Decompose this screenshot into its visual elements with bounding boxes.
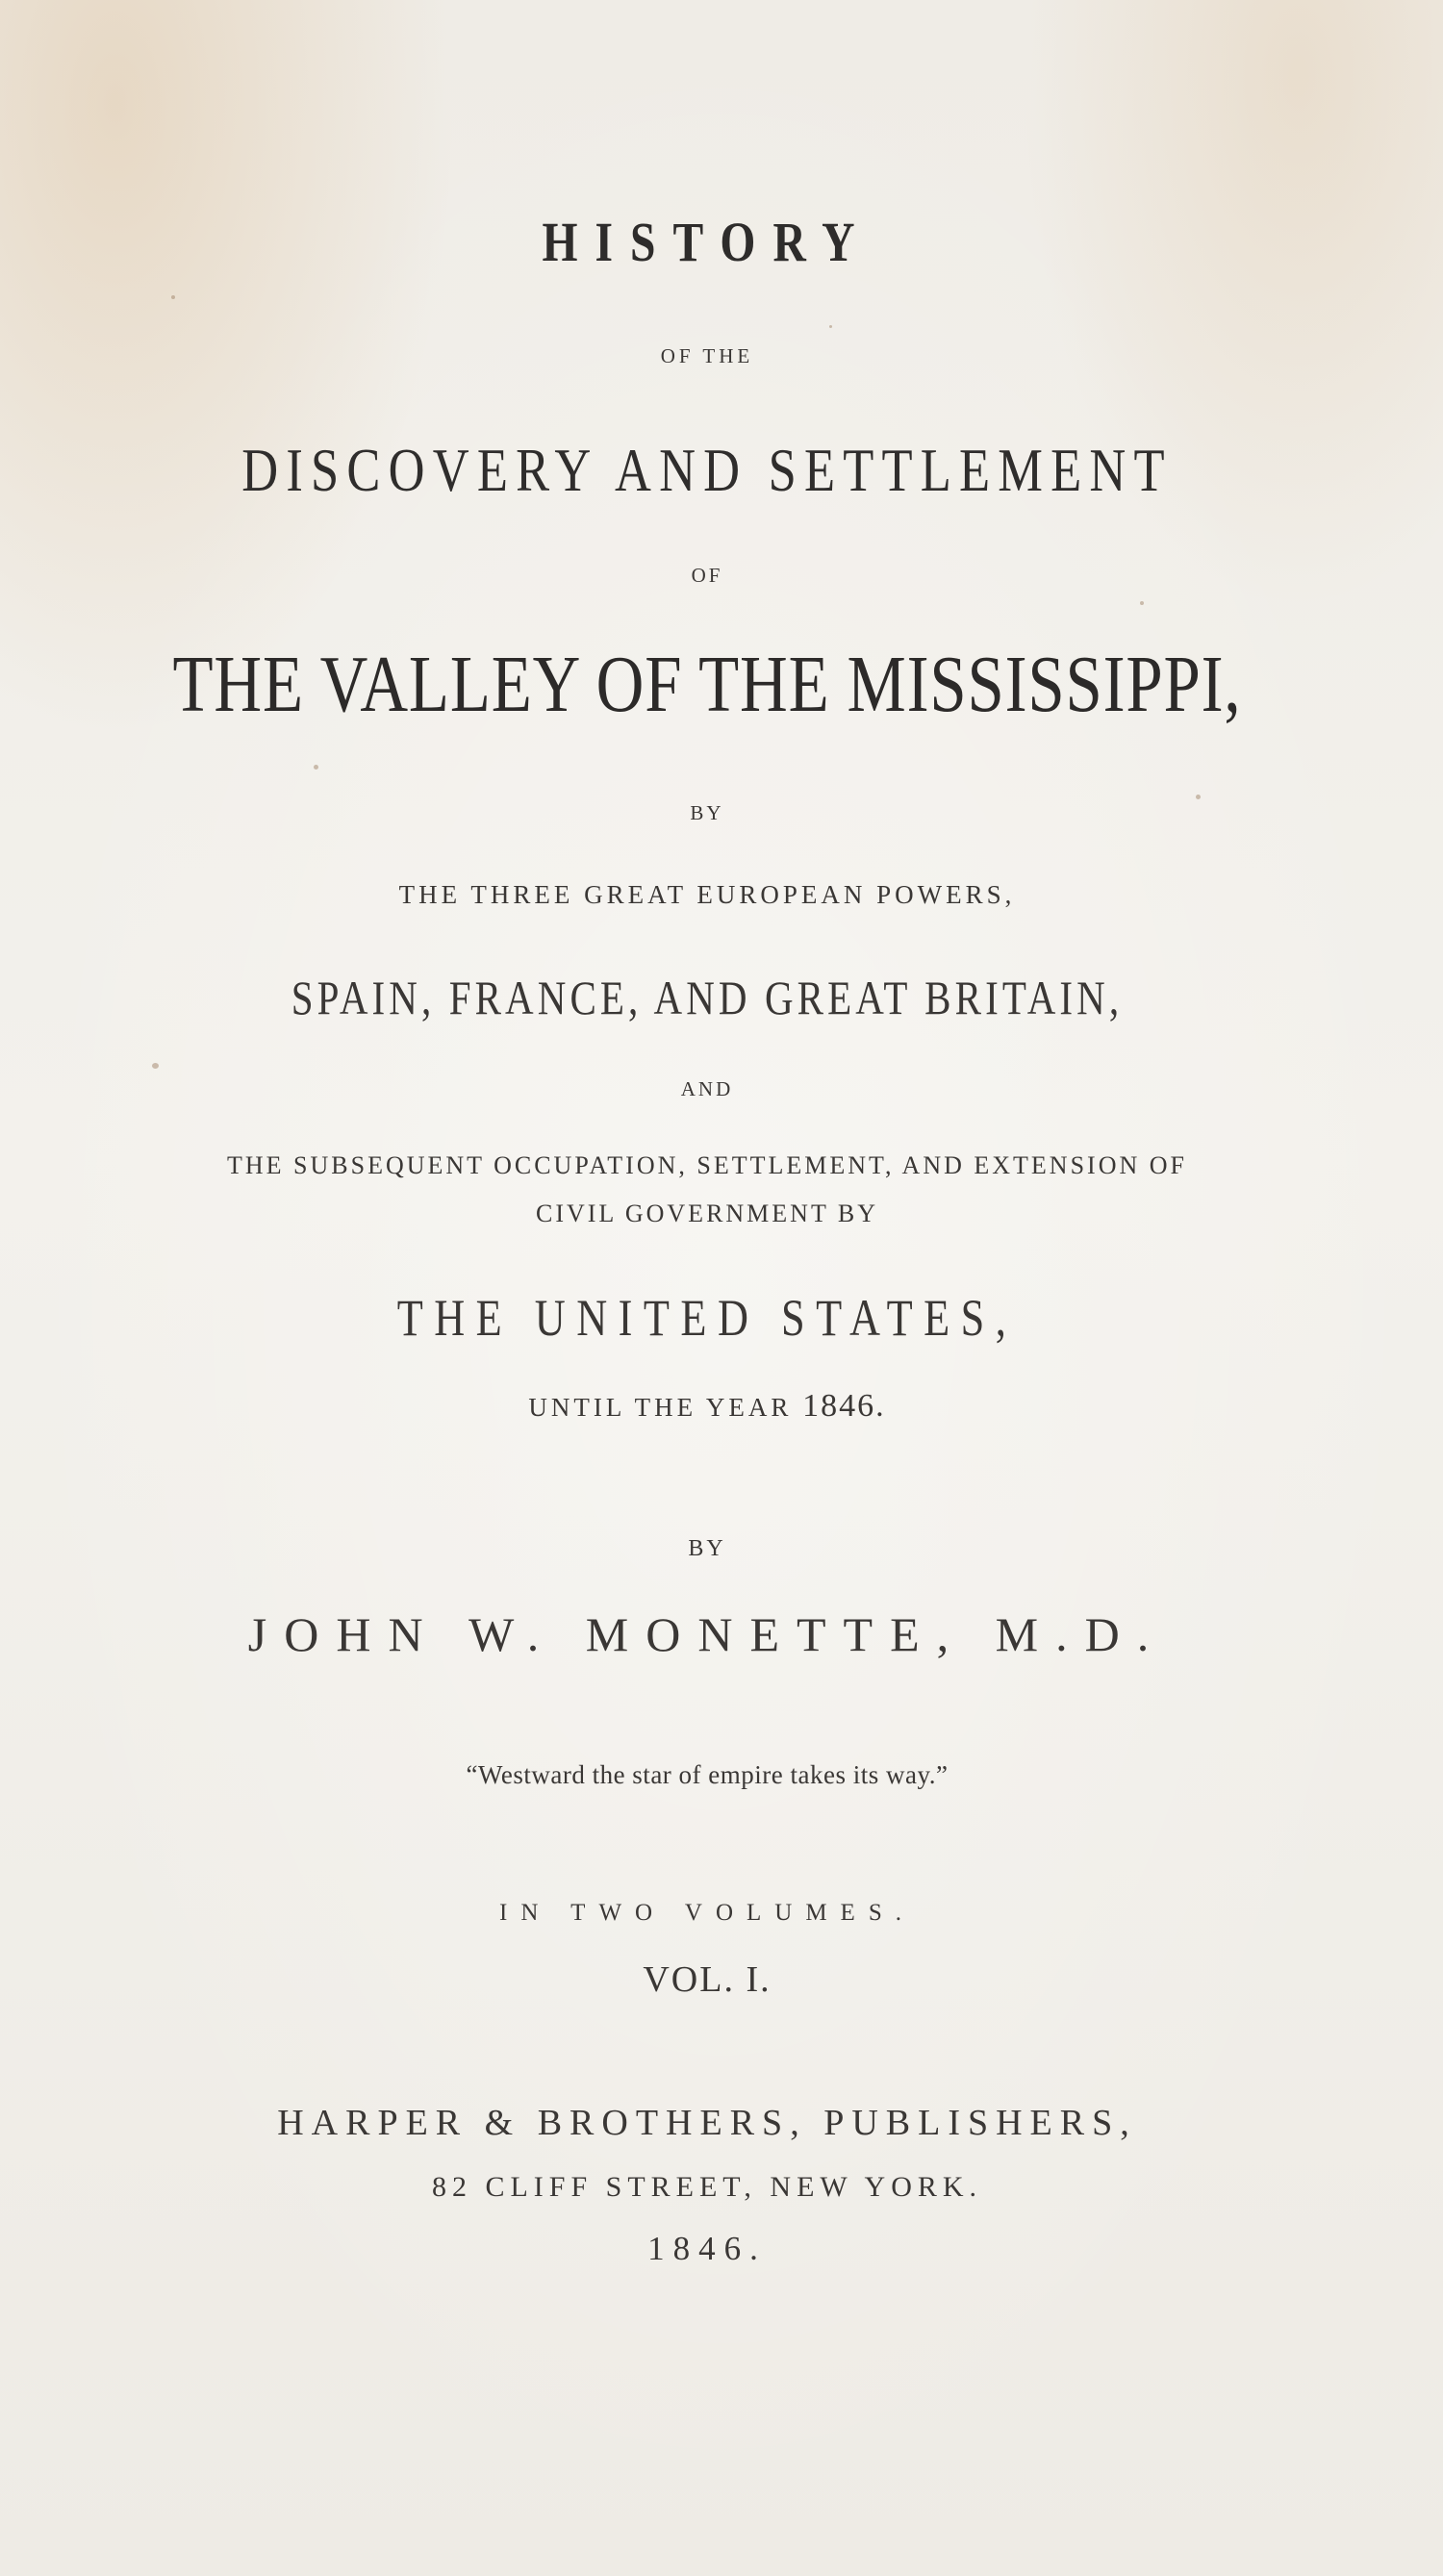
paper-speck	[1140, 601, 1144, 605]
paper-speck	[829, 325, 832, 328]
and-line: AND	[680, 1077, 734, 1100]
by-line-1: BY	[690, 801, 724, 824]
until-line	[0, 1388, 1414, 1425]
paper-speck	[314, 765, 318, 770]
title-discovery: DISCOVERY AND SETTLEMENT	[241, 436, 1173, 504]
volume-number: VOL. I.	[643, 1959, 772, 2000]
paper-speck	[1196, 795, 1201, 799]
title-history: HISTORY	[542, 211, 873, 273]
until-year: 1846.	[802, 1388, 886, 1424]
occupation-line-1: THE SUBSEQUENT OCCUPATION, SETTLEMENT, AND EXTENSION OF	[227, 1151, 1187, 1179]
of-the-line: OF THE	[660, 344, 754, 367]
occupation-line-2: CIVIL GOVERNMENT BY	[536, 1200, 878, 1227]
address-line: 82 CLIFF STREET, NEW YORK.	[431, 2171, 983, 2203]
author-line: JOHN W. MONETTE, M.D.	[247, 1607, 1167, 1661]
publisher-line: HARPER & BROTHERS, PUBLISHERS,	[277, 2103, 1137, 2143]
title-valley: THE VALLEY OF THE MISSISSIPPI,	[172, 640, 1242, 729]
united-states-line: THE UNITED STATES,	[396, 1289, 1018, 1347]
powers-line: THE THREE GREAT EUROPEAN POWERS,	[398, 880, 1016, 909]
volumes-line: IN TWO VOLUMES.	[499, 1900, 915, 1926]
publication-year: 1846.	[647, 2230, 767, 2267]
paper-speck	[171, 295, 175, 299]
by-line-2: BY	[688, 1536, 726, 1561]
of-line: OF	[691, 564, 723, 587]
until-text: UNTIL THE YEAR	[528, 1393, 793, 1422]
paper-speck	[152, 1063, 159, 1069]
motto-line: “Westward the star of empire takes its way.”	[466, 1760, 949, 1789]
nations-line: SPAIN, FRANCE, AND GREAT BRITAIN,	[291, 971, 1124, 1024]
